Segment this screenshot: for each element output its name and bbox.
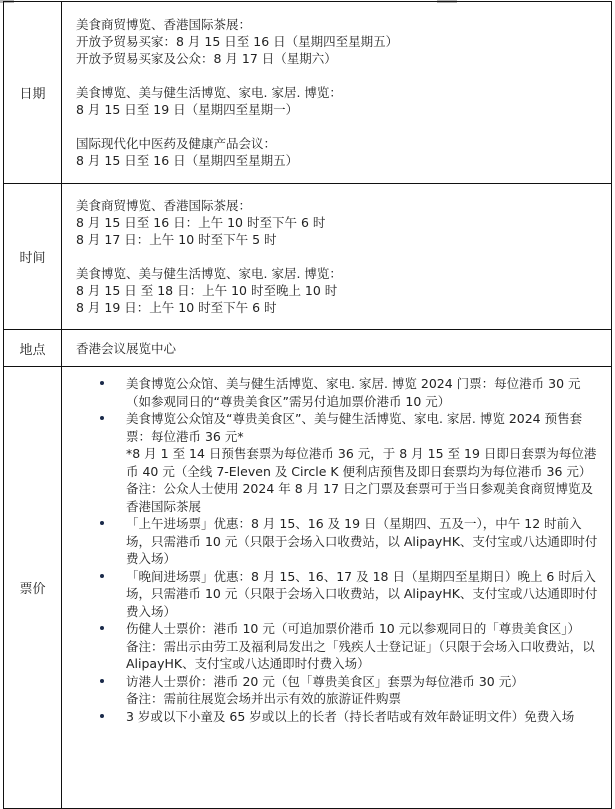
time-content — [62, 184, 612, 330]
list-item: 访港人士票价：港币 20 元（包「尊贵美食区」套票为每位港币 30 元） 备注：需前往展览会场并出示有效的旅游证件购票 — [76, 673, 601, 708]
list-item: 「上午进场票」优惠：8 月 15、16 及 19 日（星期四、五及一），中午 12 时前入场，只需港币 10 元（只限于会场入口收费站，以 AlipayHK、支付宝或八达通即时付费入场） — [76, 515, 601, 568]
table-row-price — [4, 367, 612, 809]
table-row-venue — [4, 330, 612, 367]
price-content — [62, 367, 612, 809]
exhibition-info-table — [3, 1, 612, 809]
bullet-icon — [100, 714, 104, 718]
venue-content: 香港会议展览中心 — [62, 330, 612, 367]
date-block3-title: 国际现代化中医药及健康产品会议： — [76, 136, 277, 151]
bullet-icon — [100, 679, 104, 683]
time-block2-line1: 8 月 15 日 至 18 日：上午 10 时至晚上 10 时 — [76, 283, 338, 298]
date-block1-line2: 开放予贸易买家及公众：8 月 17 日（星期六） — [76, 51, 337, 66]
date-block1-title: 美食商贸博览、香港国际茶展： — [76, 17, 252, 32]
table-row-time — [4, 184, 612, 330]
list-item: 伤健人士票价：港币 10 元（可追加票价港币 10 元以参观同日的「尊贵美食区」） 备注：需出示由劳工及福利局发出之「残疾人士登记证」（只限于会场入口收费站，以 AlipayHK、支付宝或八达通即时付费入场） — [76, 620, 601, 673]
row-label-date: 日期 — [4, 2, 62, 184]
date-block2-line1: 8 月 15 日至 19 日（星期四至星期一） — [76, 102, 299, 117]
row-label-price: 票价 — [4, 367, 62, 809]
bullet-icon — [100, 521, 104, 525]
list-item: 美食博览公众馆及“尊贵美食区”、美与健生活博览、家电. 家居. 博览 2024 预售套票：每位港币 36 元* *8 月 1 至 14 日预售套票为每位港币 36 元，于 8 月 15 至 19 日即日套票为每位港币 40 元（全线 7-Eleven 及 Circle K 便利店预售及即日套票均为每位港币 36 元） 备注：公众人士使用 2024 年 8 月 17 日之门票及套票可于当日参观美食商贸博览及香港国际茶展 — [76, 410, 601, 515]
bullet-icon — [100, 381, 104, 385]
time-block2-title: 美食博览、美与健生活博览、家电. 家居. 博览： — [76, 266, 342, 281]
bullet-icon — [100, 574, 104, 578]
ticket-list — [76, 375, 601, 725]
time-block1-line2: 8 月 17 日：上午 10 时至下午 5 时 — [76, 232, 277, 247]
list-item: 3 岁或以下小童及 65 岁或以上的长者（持长者咭或有效年龄证明文件）免费入场 — [76, 708, 601, 726]
row-label-venue: 地点 — [4, 330, 62, 367]
date-block2-title: 美食博览、美与健生活博览、家电. 家居. 博览： — [76, 85, 342, 100]
row-label-time: 时间 — [4, 184, 62, 330]
bullet-icon — [100, 416, 104, 420]
date-content — [62, 2, 612, 184]
time-block1-title: 美食商贸博览、香港国际茶展： — [76, 198, 252, 213]
date-block1-line1: 开放予贸易买家：8 月 15 日至 16 日（星期四至星期五） — [76, 34, 399, 49]
list-item: 「晚间进场票」优惠：8 月 15、16、17 及 18 日（星期四至星期日）晚上 6 时后入场，只需港币 10 元（只限于会场入口收费站，以 AlipayHK、支付宝或八达通即时付费入场） — [76, 568, 601, 621]
date-block3-line1: 8 月 15 日至 16 日（星期四至星期五） — [76, 153, 299, 168]
time-block1-line1: 8 月 15 日至 16 日：上午 10 时至下午 6 时 — [76, 215, 326, 230]
list-item: 美食博览公众馆、美与健生活博览、家电. 家居. 博览 2024 门票：每位港币 30 元（如参观同日的“尊贵美食区”需另付追加票价港币 10 元） — [76, 375, 601, 410]
bullet-icon — [100, 626, 104, 630]
time-block2-line2: 8 月 19 日：上午 10 时至下午 6 时 — [76, 300, 277, 315]
table-row-date — [4, 2, 612, 184]
